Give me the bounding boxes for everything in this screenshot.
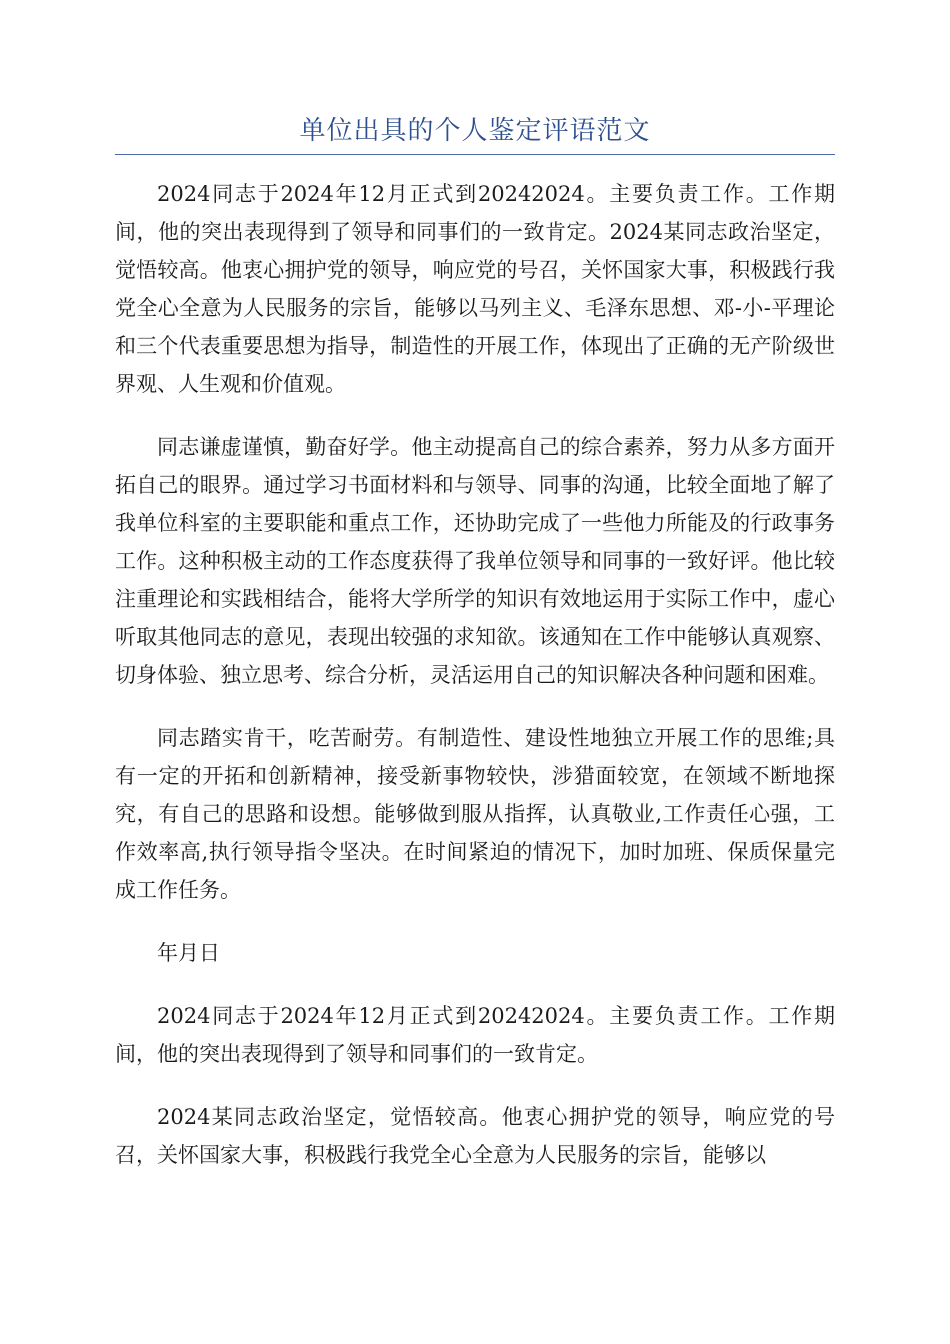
document-body [115,175,835,1174]
date-line: 年月日 [157,941,220,965]
document-title: 单位出具的个人鉴定评语范文 [299,116,651,146]
title-block [115,112,835,155]
paragraph-5: 2024某同志政治坚定，觉悟较高。他衷心拥护党的领导，响应党的号召，关怀国家大事，积极践行我党全心全意为人民服务的宗旨，能够以 [115,1105,835,1167]
paragraph-1: 2024同志于2024年12月正式到20242024。主要负责工作。工作期间，他的突出表现得到了领导和同事们的一致肯定。2024某同志政治坚定，觉悟较高。他衷心拥护党的领导，响应党的号召，关怀国家大事，积极践行我党全心全意为人民服务的宗旨，能够以马列主义、毛泽东思想、邓-小-平理论和三个代表重要思想为指导，制造性的开展工作，体现出了正确的无产阶级世界观、人生观和价值观。 [115,182,835,396]
paragraph-2: 同志谦虚谨慎，勤奋好学。他主动提高自己的综合素养，努力从多方面开拓自己的眼界。通过学习书面材料和与领导、同事的沟通，比较全面地了解了我单位科室的主要职能和重点工作，还协助完成了一些他力所能及的行政事务工作。这种积极主动的工作态度获得了我单位领导和同事的一致好评。他比较注重理论和实践相结合，能将大学所学的知识有效地运用于实际工作中，虚心听取其他同志的意见，表现出较强的求知欲。该通知在工作中能够认真观察、切身体验、独立思考、综合分析，灵活运用自己的知识解决各种问题和困难。 [115,435,835,687]
document-page [115,112,835,1199]
paragraph-3: 同志踏实肯干，吃苦耐劳。有制造性、建设性地独立开展工作的思维;具有一定的开拓和创新精神，接受新事物较快，涉猎面较宽，在领域不断地探究，有自己的思路和设想。能够做到服从指挥，认真敬业,工作责任心强，工作效率高,执行领导指令坚决。在时间紧迫的情况下，加时加班、保质保量完成工作任务。 [115,726,835,902]
paragraph-4: 2024同志于2024年12月正式到20242024。主要负责工作。工作期间，他的突出表现得到了领导和同事们的一致肯定。 [115,1004,835,1066]
